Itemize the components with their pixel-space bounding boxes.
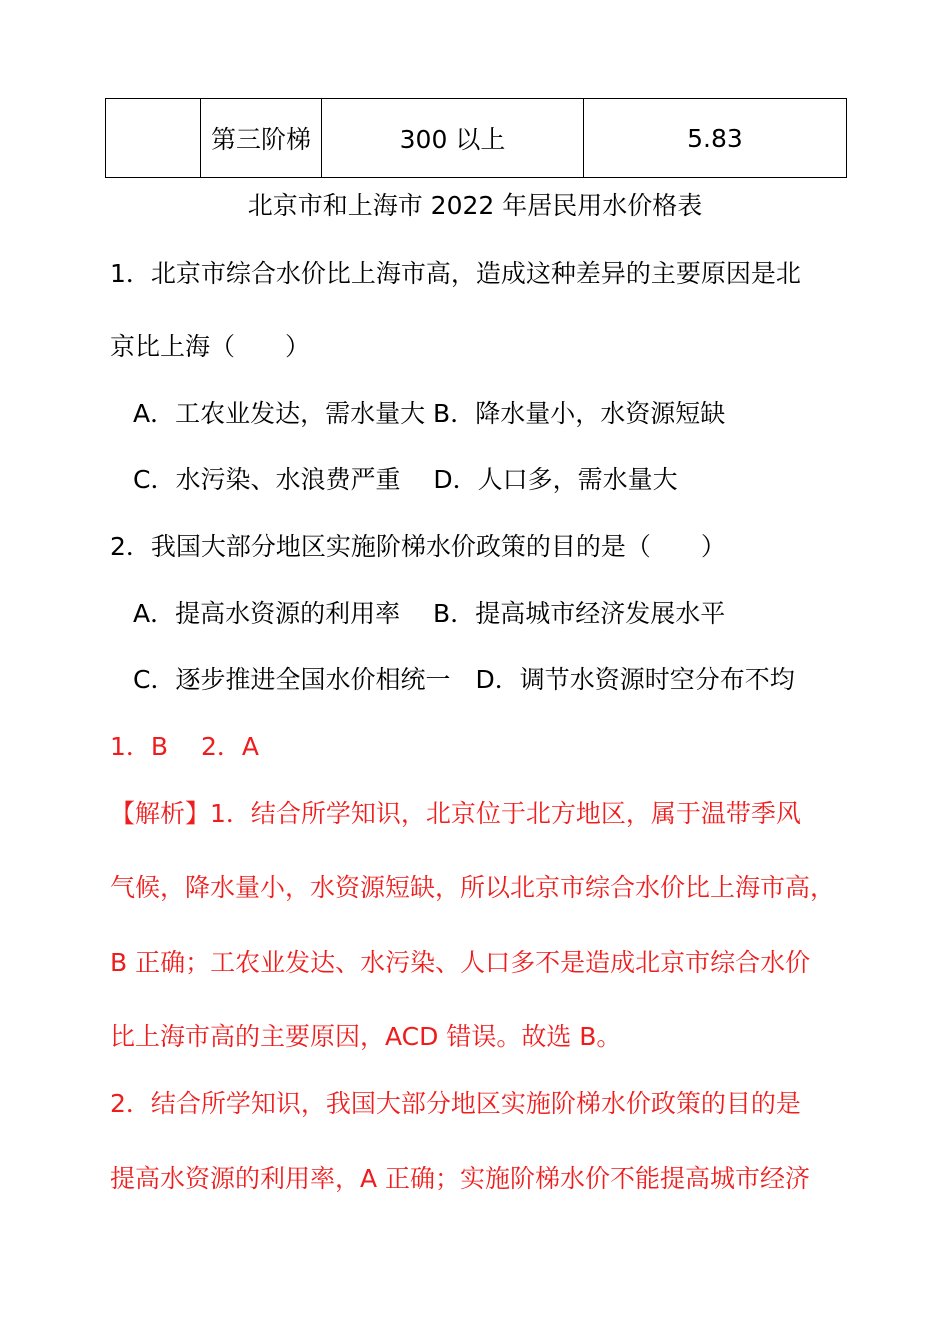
question-1-options-row-2: C．水污染、水浪费严重 D．人口多，需水量大 [133, 465, 678, 494]
table-cell-tier: 第三阶梯 [201, 99, 322, 178]
analysis-line-1: 【解析】1．结合所学知识，北京位于北方地区，属于温带季风 [110, 799, 801, 828]
table-cell-city [106, 99, 201, 178]
table-row [106, 99, 847, 178]
answer-key: 1．B 2．A [110, 732, 260, 761]
table-cell-price: 5.83 [584, 99, 847, 178]
analysis-line-6: 提高水资源的利用率，A 正确；实施阶梯水价不能提高城市经济 [110, 1164, 811, 1193]
water-price-table [105, 98, 847, 178]
table-cell-volume: 300 以上 [322, 99, 584, 178]
question-1-stem-line-1: 1．北京市综合水价比上海市高，造成这种差异的主要原因是北 [110, 259, 801, 288]
question-2-options-row-2: C．逐步推进全国水价相统一 D．调节水资源时空分布不均 [133, 665, 795, 694]
question-1-stem-line-2: 京比上海（ ） [110, 332, 311, 361]
analysis-line-2: 气候，降水量小，水资源短缺，所以北京市综合水价比上海市高， [110, 873, 836, 902]
question-1-options-row-1: A．工农业发达，需水量大 B．降水量小，水资源短缺 [133, 399, 726, 428]
analysis-line-4: 比上海市高的主要原因，ACD 错误。故选 B。 [110, 1022, 622, 1051]
question-2-options-row-1: A．提高水资源的利用率 B．提高城市经济发展水平 [133, 599, 726, 628]
table-caption: 北京市和上海市 2022 年居民用水价格表 [247, 191, 703, 220]
analysis-line-5: 2．结合所学知识，我国大部分地区实施阶梯水价政策的目的是 [110, 1089, 801, 1118]
question-2-stem: 2．我国大部分地区实施阶梯水价政策的目的是（ ） [110, 532, 726, 561]
analysis-line-3: B 正确；工农业发达、水污染、人口多不是造成北京市综合水价 [110, 948, 811, 977]
